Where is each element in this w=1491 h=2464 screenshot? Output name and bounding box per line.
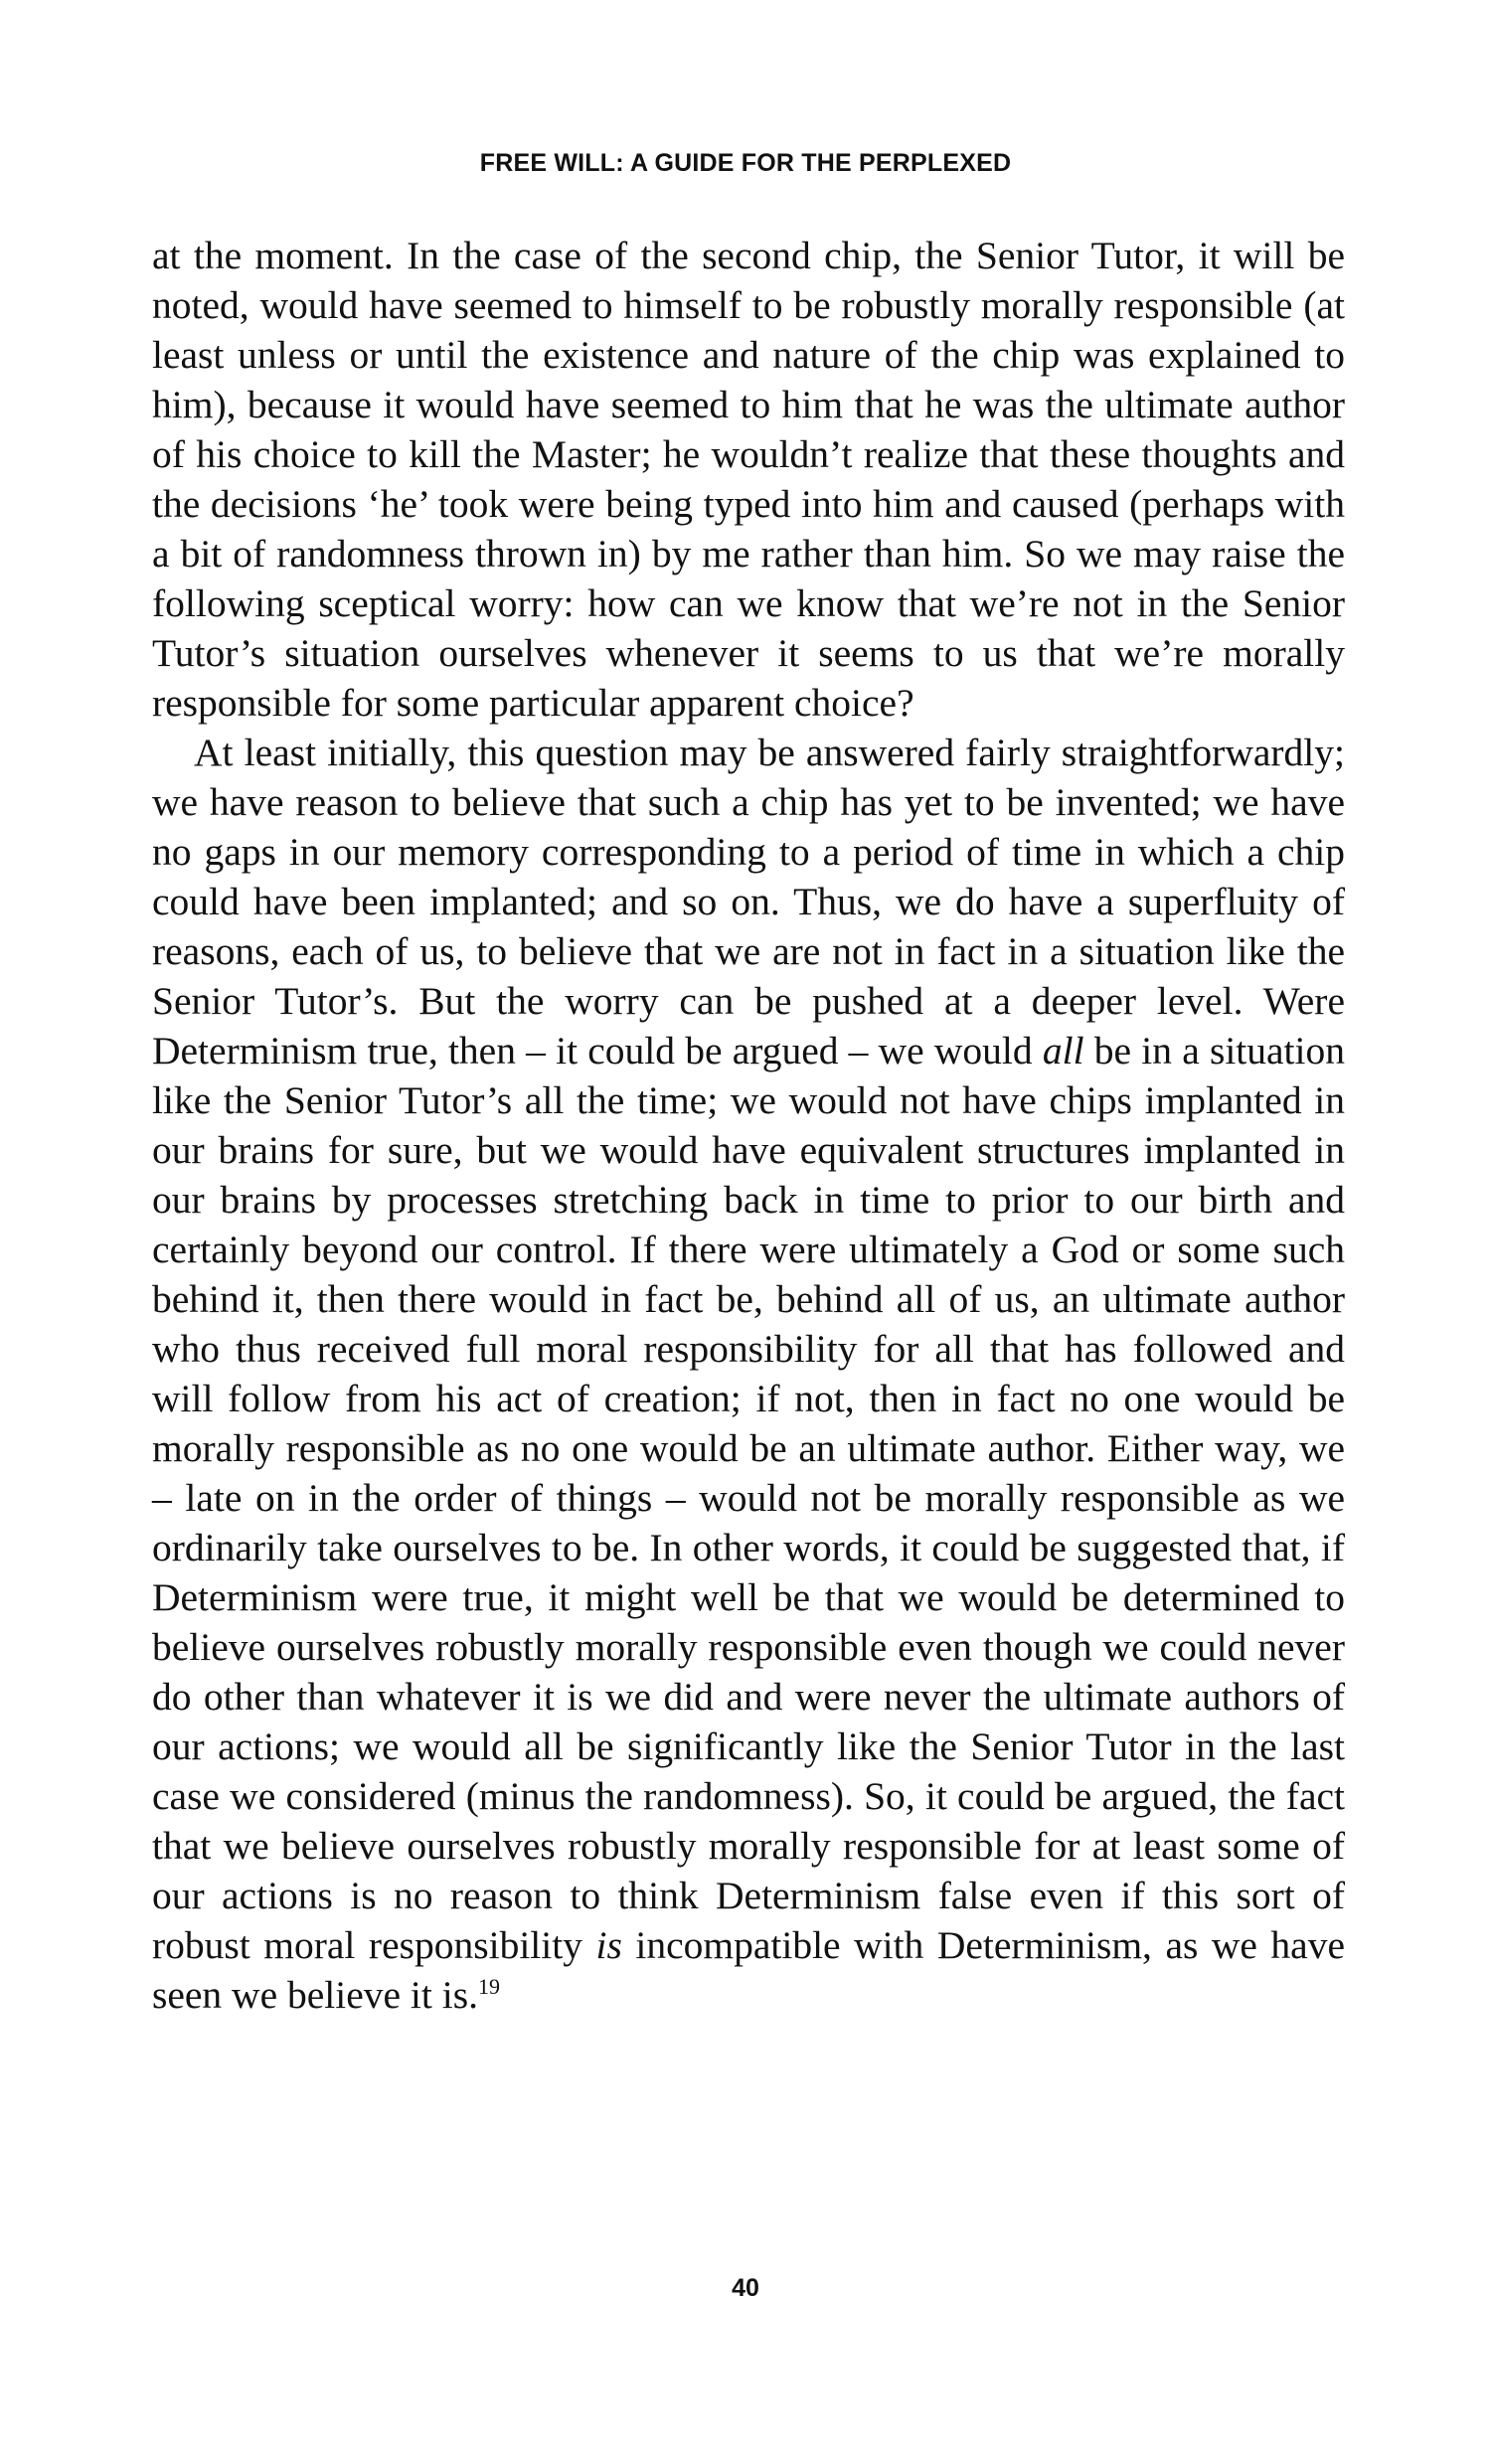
paragraph-text: incompatible with Determinism, as we have seen we believe it is. [152, 1923, 1345, 2017]
running-head: FREE WILL: A GUIDE FOR THE PERPLEXED [479, 149, 1012, 177]
paragraph-determinism [152, 728, 1345, 2020]
emphasis-all: all [1042, 1029, 1084, 1072]
body-text [152, 231, 1345, 2020]
emphasis-is: is [595, 1923, 622, 1967]
page-number: 40 [732, 2274, 759, 2302]
footnote-reference[interactable]: 19 [477, 1973, 500, 1999]
paragraph-continuation: at the moment. In the case of the second chip, the Senior Tutor, it will be noted, would have seemed to himself to be robustly morally responsible (at least unless or until the existence and nature of the chip was explained to him), because it would have seemed to him that he was the ultimate author of his choice to kill the Master; he wouldn’t realize that these thoughts and the decisions ‘he’ took were being typed into him and caused (perhaps with a bit of randomness thrown in) by me rather than him. So we may raise the following sceptical worry: how can we know that we’re not in the Senior Tutor’s situation ourselves whenever it seems to us that we’re morally responsible for some particular apparent choice? [152, 234, 1345, 725]
paragraph-text: At least initially, this question may be answered fairly straightforwardly; we have reason to believe that such a chip has yet to be invented; we have no gaps in our memory corresponding to a period of time in which a chip could have been implanted; and so on. Thus, we do have a superfluity of reasons, each of us, to believe that we are not in fact in a situation like the Senior Tutor’s. But the worry can be pushed at a deeper level. Were Determinism true, then – it could be argued – we would [152, 731, 1345, 1072]
paragraph-text: be in a situation like the Senior Tutor’s all the time; we would not have chips implanted in our brains for sure, but we would have equivalent structures implanted in our brains by processes stretching back in time to prior to our birth and certainly beyond our control. If there were ultimately a God or some such behind it, then there would in fact be, behind all of us, an ultimate author who thus received full moral responsibility for all that has followed and will follow from his act of creation; if not, then in fact no one would be morally responsible as no one would be an ultimate author. Either way, we – late on in the order of things – would not be morally responsible as we ordinarily take ourselves to be. In other words, it could be suggested that, if Determinism were true, it might well be that we would be determined to believe ourselves robustly morally responsible even though we could never do other than whatever it is we did and were never the ultimate authors of our actions; we would all be significantly like the Senior Tutor in the last case we considered (minus the randomness). So, it could be argued, the fact that we believe ourselves robustly morally responsible for at least some of our actions is no reason to think Determinism false even if this sort of robust moral responsibility [152, 1029, 1346, 1967]
